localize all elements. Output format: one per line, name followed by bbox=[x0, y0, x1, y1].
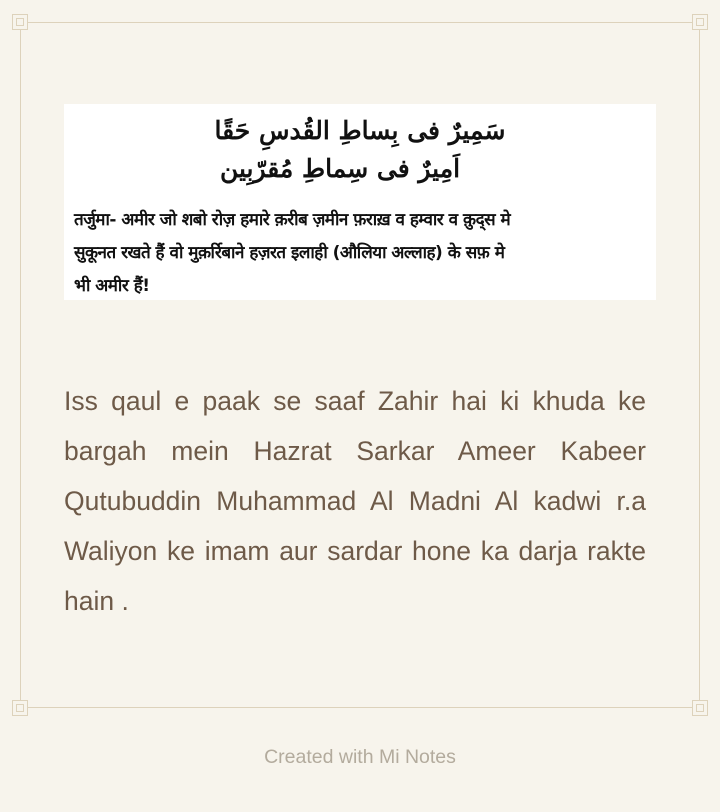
hindi-translation-line-1: तर्जुमा- अमीर जो शबो रोज़ हमारे क़रीब ज़मीन फ़राख़ व हम्वार व क़ुद्स मे bbox=[74, 210, 511, 230]
hindi-translation-line-3: भी अमीर हैं! bbox=[74, 276, 150, 296]
arabic-verse-line-1: سَمِیرٌ فی بِساطِ القُدسِ حَقًا bbox=[214, 116, 506, 145]
hindi-translation-line-2: सुकूनत रखते हैं वो मुक़र्रिबाने हज़रत इलाही (औलिया अल्लाह) के सफ़ मे bbox=[74, 243, 505, 263]
created-with-footer: Created with Mi Notes bbox=[264, 746, 456, 768]
frame-corner-ornament bbox=[12, 700, 28, 716]
frame-corner-ornament bbox=[12, 14, 28, 30]
note-body-text: Iss qaul e paak se saaf Zahir hai ki khuda ke bargah mein Hazrat Sarkar Ameer Kabeer Qutubuddin Muhammad Al Madni Al kadwi r.a Waliyon ke imam aur sardar hone ka darja rakte hain . bbox=[64, 386, 646, 616]
arabic-verse-line-2: اَمِیرٌ فی سِماطِ مُقرّبِین bbox=[219, 154, 461, 183]
frame-corner-ornament bbox=[692, 700, 708, 716]
frame-corner-ornament bbox=[692, 14, 708, 30]
scanned-text-image bbox=[64, 104, 656, 300]
